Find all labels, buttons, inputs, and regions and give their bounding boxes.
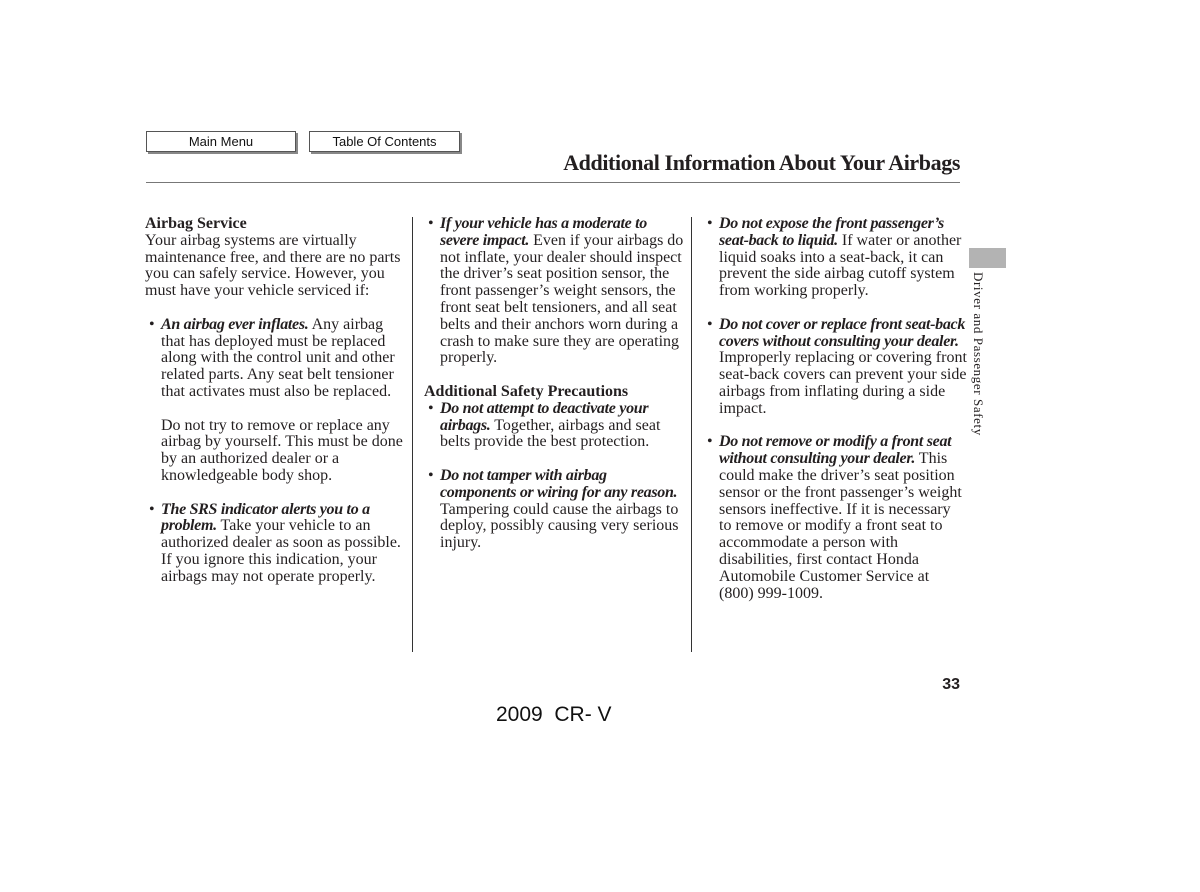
bullet-text: Take your vehicle to an authorized dealer as soon as possible. If you ignore this indication, your airbags may not operate properly.	[161, 517, 401, 585]
bullet-icon: •	[428, 399, 434, 417]
table-of-contents-button[interactable]: Table Of Contents	[309, 131, 460, 152]
bullet-paragraph: Do not try to remove or replace any airbag by yourself. This must be done by an authorized dealer or a knowledgeable body shop.	[161, 416, 403, 484]
list-item	[424, 468, 686, 552]
section-heading-safety-precautions: Additional Safety Precautions	[424, 382, 629, 400]
bullet-icon: •	[149, 500, 155, 518]
column-2	[424, 216, 686, 552]
bullet-lead: Do not expose the front passenger’s seat-back to liquid.	[719, 215, 944, 249]
title-divider	[146, 182, 960, 183]
list-item	[703, 317, 967, 418]
bullet-lead: The SRS indicator alerts you to a problem.	[161, 500, 370, 535]
column-3	[703, 216, 967, 602]
bullet-lead: Do not remove or modify a front seat without consulting your dealer.	[719, 433, 952, 468]
page-number: 33	[942, 676, 960, 693]
bullet-text: If water or another liquid soaks into a seat-back, it can prevent the side airbag cutoff system from working properly.	[719, 231, 962, 300]
bullet-text: Improperly replacing or covering front seat-back covers can prevent your side airbags from inflating during a side impact.	[719, 349, 967, 417]
bullet-text: Together, airbags and seat belts provide the best protection.	[440, 416, 661, 451]
section-tab-marker	[969, 248, 1006, 268]
bullet-text: Any airbag that has deployed must be replaced along with the control unit and other related parts. Any seat belt tensioner that activates must also be replaced.	[161, 315, 395, 400]
bullet-icon: •	[707, 215, 713, 232]
column-divider	[691, 217, 692, 652]
page-title: Additional Information About Your Airbags	[563, 150, 960, 175]
column-divider	[412, 217, 413, 652]
list-item	[424, 401, 686, 451]
bullet-text: This could make the driver’s seat position sensor or the front passenger’s weight sensors ineffective. If it is necessary to remove or modify a front seat to accommodate a person with disabilities, first contact Honda Automobile Customer Service at (800) 999-1009.	[719, 450, 962, 602]
bullet-lead: Do not tamper with airbag components or wiring for any reason.	[440, 466, 678, 501]
main-menu-button[interactable]: Main Menu	[146, 131, 296, 152]
list-item	[145, 502, 407, 586]
footer-model-label: 2009 CR- V	[496, 703, 612, 726]
bullet-lead: An airbag ever inflates.	[161, 315, 309, 333]
bullet-icon: •	[428, 215, 434, 232]
bullet-lead: If your vehicle has a moderate to severe impact.	[440, 215, 647, 249]
bullet-text: Even if your airbags do not inflate, your dealer should inspect the driver’s seat position sensor, the front passenger’s weight sensors, the front seat belt tensioners, and all seat belts and their anchors worn during a crash to make sure they are operating properly.	[440, 231, 684, 367]
bullet-text: Tampering could cause the airbags to deploy, possibly causing very serious injury.	[440, 500, 679, 552]
section-heading-airbag-service: Airbag Service	[145, 215, 247, 232]
list-item	[703, 434, 967, 602]
bullet-icon: •	[149, 315, 155, 333]
list-item	[145, 317, 407, 401]
bullet-icon: •	[428, 466, 434, 484]
list-item	[424, 216, 686, 367]
intro-paragraph: Your airbag systems are virtually maintenance free, and there are no parts you can safely service. However, you must have your vehicle serviced if:	[145, 231, 401, 300]
section-side-label: Driver and Passenger Safety	[971, 272, 986, 436]
bullet-lead: Do not attempt to deactivate your airbags.	[440, 399, 649, 434]
bullet-lead: Do not cover or replace front seat-back covers without consulting your dealer.	[719, 315, 966, 350]
column-1	[145, 216, 407, 586]
list-item	[703, 216, 967, 300]
bullet-icon: •	[707, 315, 713, 333]
bullet-icon: •	[707, 433, 713, 451]
